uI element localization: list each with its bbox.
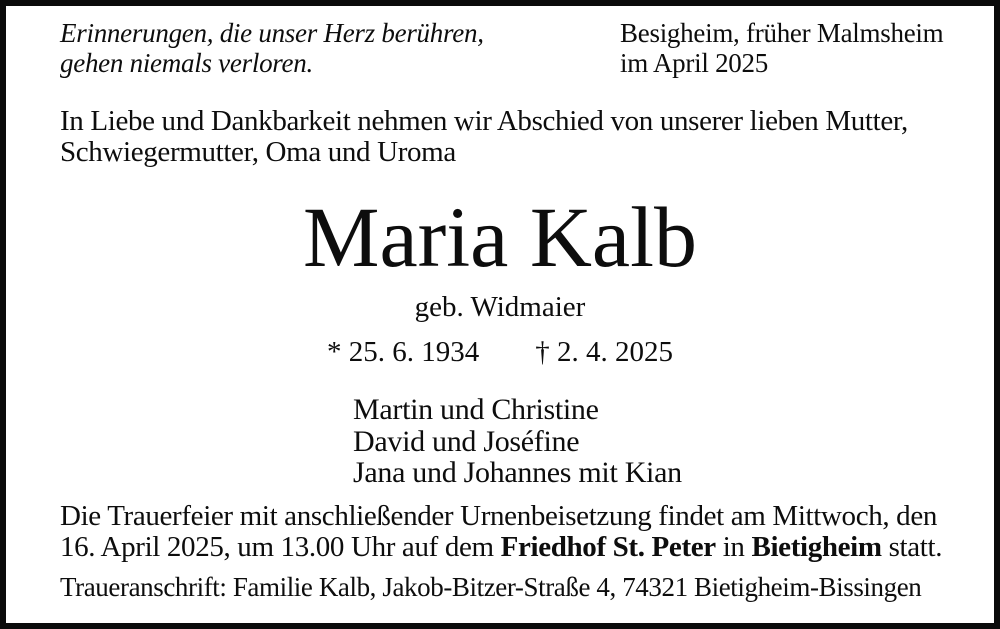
mourners-list xyxy=(353,394,682,489)
funeral-text-segment: statt. xyxy=(881,531,943,563)
funeral-line-1: Die Trauerfeier mit anschließender Urnenbeisetzung findet am Mittwoch, den xyxy=(60,500,938,532)
mourner-line: Martin und Christine xyxy=(353,393,599,426)
funeral-town-name: Bietigheim xyxy=(751,531,882,563)
death-date: † 2. 4. 2025 xyxy=(535,336,673,368)
epigraph-line-1: Erinnerungen, die unser Herz berühren, xyxy=(60,18,484,48)
deceased-name: Maria Kalb xyxy=(302,189,697,285)
epigraph-line-2: gehen niemals verloren. xyxy=(60,48,313,78)
place-dateline xyxy=(620,18,943,78)
dateline-date: im April 2025 xyxy=(620,48,768,78)
intro-line-2: Schwiegermutter, Oma und Uroma xyxy=(60,136,456,168)
funeral-info xyxy=(60,501,942,563)
birth-date: * 25. 6. 1934 xyxy=(327,336,480,368)
intro-line-1: In Liebe und Dankbarkeit nehmen wir Abschied von unserer lieben Mutter, xyxy=(60,105,908,137)
maiden-name: geb. Widmaier xyxy=(414,291,586,323)
life-dates xyxy=(6,337,994,368)
funeral-location-name: Friedhof St. Peter xyxy=(500,531,716,563)
condolence-address: Traueranschrift: Familie Kalb, Jakob-Bitzer-Straße 4, 74321 Bietigheim-Bissingen xyxy=(60,572,922,602)
funeral-text-segment: in xyxy=(715,531,752,563)
mourner-line: David und Joséfine xyxy=(353,424,580,458)
funeral-text-segment: 16. April 2025, um 13.00 Uhr auf dem xyxy=(60,531,501,563)
epigraph xyxy=(60,18,484,78)
intro-paragraph xyxy=(60,106,908,168)
dateline-place: Besigheim, früher Malmsheim xyxy=(620,18,944,48)
mourner-line: Jana und Johannes mit Kian xyxy=(353,456,682,489)
funeral-line-2 xyxy=(60,532,942,563)
